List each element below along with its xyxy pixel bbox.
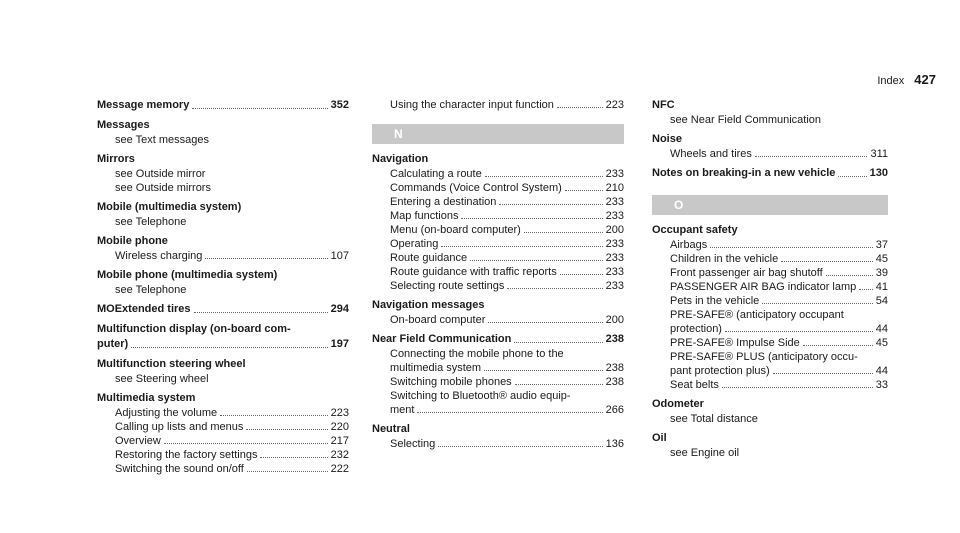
sub-entry-text: Switching to Bluetooth® audio equip- [390,390,571,402]
dot-leader [192,98,327,109]
sub-entry [652,336,888,350]
dot-leader [781,252,873,262]
sub-entry-text: Route guidance with traffic reports [390,266,557,278]
page-ref: 107 [330,250,349,262]
sub-entry [652,266,888,280]
entry-title-text: NFC [652,99,675,111]
entry-title-text: Mobile (multimedia system) [97,201,242,213]
dot-leader [803,336,873,346]
page-ref: 200 [605,224,624,236]
dot-leader [514,332,602,343]
page-ref: 266 [605,404,624,416]
sub-entry-text: ment [390,404,415,416]
page-number: 427 [914,72,936,87]
entry-title [97,322,349,337]
sub-entry [97,133,349,147]
sub-entry-text: Overview [115,435,161,447]
sub-entry-text: Children in the vehicle [670,253,779,265]
sub-entry [372,347,624,361]
entry-title-text: Mobile phone (multimedia system) [97,269,278,281]
entry-title-text: Navigation messages [372,299,485,311]
index-entry [372,152,624,293]
dot-leader [488,313,602,323]
sub-entry [652,294,888,308]
index-entry [97,98,349,113]
entry-title [652,431,888,446]
index-column-1 [97,98,349,481]
dot-leader [515,375,603,385]
page-ref: 238 [605,376,624,388]
entry-title-text: Mobile phone [97,235,168,247]
page-ref: 45 [875,253,888,265]
sub-entry [97,167,349,181]
index-entry [97,152,349,195]
page-ref: 233 [605,252,624,264]
dot-leader [838,166,866,177]
sub-entry [652,280,888,294]
sub-entry [652,308,888,322]
entry-title [372,152,624,167]
sub-entry [652,350,888,364]
sub-entry-text: Operating [390,238,439,250]
dot-leader [164,434,328,444]
page-ref: 352 [330,99,349,111]
entry-title-text: Messages [97,119,150,131]
sub-entry [372,265,624,279]
page-ref: 37 [875,239,888,251]
index-entry [372,98,624,112]
sub-entry [372,195,624,209]
sub-entry-text: Airbags [670,239,708,251]
index-entry [97,322,349,352]
sub-entry [652,412,888,426]
sub-entry [372,279,624,293]
sub-entry-text: see Engine oil [670,447,740,459]
index-entry [97,200,349,229]
dot-leader [484,361,603,371]
entry-title [97,118,349,133]
sub-entry [97,448,349,462]
entry-title-text: Notes on breaking-in a new vehicle [652,167,836,179]
index-entry [97,118,349,147]
page-ref: 223 [330,407,349,419]
dot-leader [507,279,602,289]
dot-leader [722,378,873,388]
dot-leader [762,294,872,304]
index-entry [372,298,624,327]
entry-title-text: Mirrors [97,153,135,165]
page-ref: 33 [875,379,888,391]
entry-title [97,357,349,372]
dot-leader [260,448,327,458]
entry-title-text: Odometer [652,398,704,410]
page-ref: 39 [875,267,888,279]
page-ref: 233 [605,210,624,222]
sub-entry-text: Wireless charging [115,250,203,262]
sub-entry [372,209,624,223]
page-ref: 210 [605,182,624,194]
sub-entry [372,181,624,195]
entry-title-text: Multifunction steering wheel [97,358,246,370]
entry-title-text: Occupant safety [652,224,738,236]
sub-entry [372,375,624,389]
entry-title-text: Noise [652,133,682,145]
sub-entry [97,420,349,434]
entry-title [97,302,349,317]
dot-leader [773,364,873,374]
dot-leader [485,167,603,177]
dot-leader [461,209,602,219]
page-ref: 41 [875,281,888,293]
sub-entry-text: Pets in the vehicle [670,295,760,307]
entry-title-text: Multimedia system [97,392,196,404]
sub-entry-text: see Steering wheel [115,373,209,385]
sub-entry [652,364,888,378]
dot-leader [499,195,602,205]
dot-leader [417,403,602,413]
entry-title [97,234,349,249]
sub-entry-text: Switching mobile phones [390,376,512,388]
sub-entry-text: multimedia system [390,362,482,374]
sub-entry-text: Calling up lists and menus [115,421,244,433]
dot-leader [246,420,327,430]
sub-entry-text: Menu (on-board computer) [390,224,521,236]
dot-leader [524,223,603,233]
page-ref: 44 [875,365,888,377]
sub-entry [652,238,888,252]
sub-entry-text: On-board computer [390,314,486,326]
dot-leader [220,406,328,416]
dot-leader [441,237,602,247]
entry-title [97,152,349,167]
sub-entry [652,446,888,460]
sub-entry-text: pant protection plus) [670,365,770,377]
sub-entry-text: Using the character input function [390,99,554,111]
dot-leader [859,280,872,290]
sub-entry-text: see Text messages [115,134,209,146]
sub-entry [652,113,888,127]
dot-leader [826,266,873,276]
sub-entry-text: Calculating a route [390,168,482,180]
page-ref: 44 [875,323,888,335]
sub-entry-text: Front passenger air bag shutoff [670,267,823,279]
sub-entry-text: Switching the sound on/off [115,463,244,475]
page-ref: 217 [330,435,349,447]
sub-entry-text: see Telephone [115,284,187,296]
page-ref: 233 [605,280,624,292]
sub-entry-text: see Near Field Communication [670,114,822,126]
entry-title [652,166,888,181]
sub-entry-text: see Telephone [115,216,187,228]
sub-entry [372,403,624,417]
entry-title [652,397,888,412]
header-label: Index [877,75,905,87]
entry-title [372,332,624,347]
page-ref: 238 [605,362,624,374]
dot-leader [755,147,868,157]
entry-title-text: Message memory [97,99,190,111]
dot-leader [725,322,873,332]
index-entry [372,332,624,417]
sub-entry [652,322,888,336]
index-column-3 [652,98,888,465]
sub-entry [652,378,888,392]
entry-title-text: Navigation [372,153,429,165]
page-header [877,72,936,87]
entry-title-text: Oil [652,432,667,444]
dot-leader [205,249,327,259]
page-ref: 232 [330,449,349,461]
sub-entry [97,434,349,448]
entry-title-text: Multifunction display (on-board com- [97,323,291,335]
page-ref: 222 [330,463,349,475]
page-ref: 130 [869,167,888,179]
dot-leader [565,181,603,191]
sub-entry [97,215,349,229]
index-entry [97,357,349,386]
entry-title-text: puter) [97,338,129,350]
entry-title-text: MOExtended tires [97,303,191,315]
index-entry [652,431,888,460]
sub-entry-text: PASSENGER AIR BAG indicator lamp [670,281,857,293]
sub-entry [372,313,624,327]
sub-entry-text: Connecting the mobile phone to the [390,348,564,360]
sub-entry-text: Route guidance [390,252,468,264]
dot-leader [557,98,603,108]
sub-entry-text: Commands (Voice Control System) [390,182,562,194]
sub-entry [372,389,624,403]
sub-entry [372,98,624,112]
entry-title [652,223,888,238]
sub-entry-text: Selecting [390,438,436,450]
dot-leader [131,337,327,348]
page-ref: 197 [330,338,349,350]
dot-leader [560,265,603,275]
entry-title [372,422,624,437]
sub-entry-text: Selecting route settings [390,280,505,292]
sub-entry [372,251,624,265]
page-ref: 233 [605,266,624,278]
index-entry [652,98,888,127]
index-entry [97,268,349,297]
sub-entry-text: Adjusting the volume [115,407,218,419]
sub-entry [372,437,624,451]
page-ref: 294 [330,303,349,315]
sub-entry [97,181,349,195]
sub-entry-text: see Outside mirrors [115,182,211,194]
index-entry [652,132,888,161]
sub-entry [97,406,349,420]
sub-entry-text: see Outside mirror [115,168,206,180]
entry-title [372,298,624,313]
dot-leader [470,251,603,261]
entry-title [97,200,349,215]
section-letter: N [372,124,624,144]
sub-entry [97,372,349,386]
page-ref: 200 [605,314,624,326]
sub-entry-text: PRE-SAFE® (anticipatory occupant [670,309,844,321]
entry-title-continued [97,337,349,352]
index-entry [97,234,349,263]
index-column-2 [372,98,624,456]
dot-leader [194,302,328,313]
index-entry [97,391,349,476]
sub-entry-text: Map functions [390,210,459,222]
sub-entry [372,223,624,237]
index-entry [652,166,888,181]
sub-entry [97,462,349,476]
dot-leader [438,437,602,447]
page-ref: 233 [605,196,624,208]
sub-entry-text: Seat belts [670,379,719,391]
page-ref: 45 [875,337,888,349]
sub-entry [372,237,624,251]
page-ref: 223 [605,99,624,111]
sub-entry-text: see Total distance [670,413,758,425]
sub-entry-text: Restoring the factory settings [115,449,258,461]
sub-entry-text: Entering a destination [390,196,497,208]
dot-leader [247,462,328,472]
sub-entry [652,147,888,161]
index-entry [372,422,624,451]
entry-title [652,132,888,147]
page-ref: 233 [605,168,624,180]
entry-title-text: Near Field Communication [372,333,512,345]
page-ref: 311 [870,148,888,160]
dot-leader [710,238,872,248]
index-entry [652,223,888,392]
sub-entry-text: Wheels and tires [670,148,752,160]
entry-title [652,98,888,113]
sub-entry-text: protection) [670,323,722,335]
sub-entry [97,249,349,263]
section-letter: O [652,195,888,215]
entry-title [97,391,349,406]
page-ref: 233 [605,238,624,250]
index-entry [652,397,888,426]
entry-title [97,268,349,283]
index-entry [97,302,349,317]
entry-title [97,98,349,113]
page-ref: 220 [330,421,349,433]
page-ref: 136 [605,438,624,450]
page-ref: 54 [875,295,888,307]
sub-entry [372,361,624,375]
page-ref: 238 [605,333,624,345]
entry-title-text: Neutral [372,423,410,435]
sub-entry [97,283,349,297]
sub-entry [652,252,888,266]
sub-entry [372,167,624,181]
sub-entry-text: PRE-SAFE® PLUS (anticipatory occu- [670,351,858,363]
sub-entry-text: PRE-SAFE® Impulse Side [670,337,800,349]
